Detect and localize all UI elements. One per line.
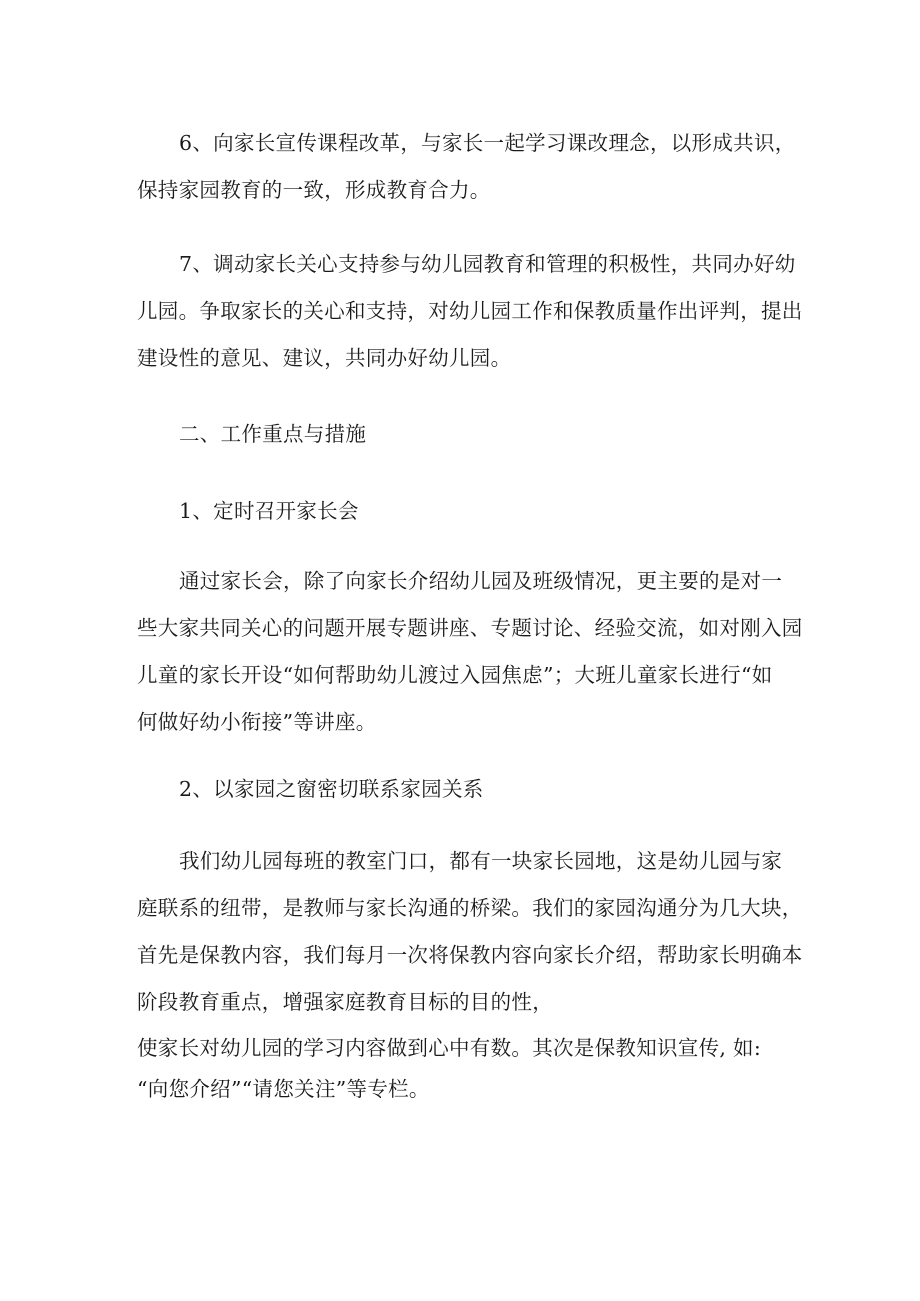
- text-line: 首先是保教内容，我们每月一次将保教内容向家长介绍，帮助家长明确本: [137, 943, 803, 967]
- text-line: 些大家共同关心的问题开展专题讲座、专题讨论、经验交流，如对刚入园: [137, 616, 803, 640]
- text-line: 儿园。争取家长的关心和支持，对幼儿园工作和保教质量作出评判，提出: [137, 299, 803, 323]
- paragraph-parent-meeting: [137, 558, 803, 746]
- text-line: 使家长对幼儿园的学习内容做到心中有数。其次是保教知识宣传, 如:: [137, 1036, 762, 1060]
- text-line: 通过家长会，除了向家长介绍幼儿园及班级情况，更主要的是对一: [179, 569, 783, 593]
- paragraph-item-7: [137, 241, 803, 382]
- section-heading: [137, 411, 787, 458]
- text-line: 儿童的家长开设“如何帮助幼儿渡过入园焦虑”；大班儿童家长进行“如: [137, 663, 773, 687]
- paragraph-continuation: [137, 1028, 787, 1110]
- text-line: 二、工作重点与措施: [179, 422, 367, 446]
- text-line: 7、调动家长关心支持参与幼儿园教育和管理的积极性，共同办好幼: [179, 252, 796, 276]
- text-line: “向您介绍”“请您关注”等专栏。: [137, 1077, 430, 1101]
- text-line: 保持家园教育的一致，形成教育合力。: [137, 178, 491, 202]
- paragraph-home-window: [137, 838, 803, 1026]
- text-line: 1、定时召开家长会: [179, 499, 359, 523]
- text-line: 何做好幼小衔接”等讲座。: [137, 710, 377, 734]
- text-line: 建设性的意见、建议，共同办好幼儿园。: [137, 346, 512, 370]
- subheading-1: [137, 488, 787, 535]
- text-line: 阶段教育重点，增强家庭教育目标的目的性，: [137, 990, 553, 1014]
- text-line: 我们幼儿园每班的教室门口，都有一块家长园地，这是幼儿园与家: [179, 849, 783, 873]
- paragraph-item-6: [137, 120, 796, 214]
- text-line: 庭联系的纽带，是教师与家长沟通的桥梁。我们的家园沟通分为几大块，: [137, 896, 803, 920]
- text-line: 6、向家长宣传课程改革，与家长一起学习课改理念，以形成共识，: [179, 131, 796, 155]
- text-line: 2、以家园之窗密切联系家园关系: [179, 777, 484, 801]
- subheading-2: [137, 766, 787, 813]
